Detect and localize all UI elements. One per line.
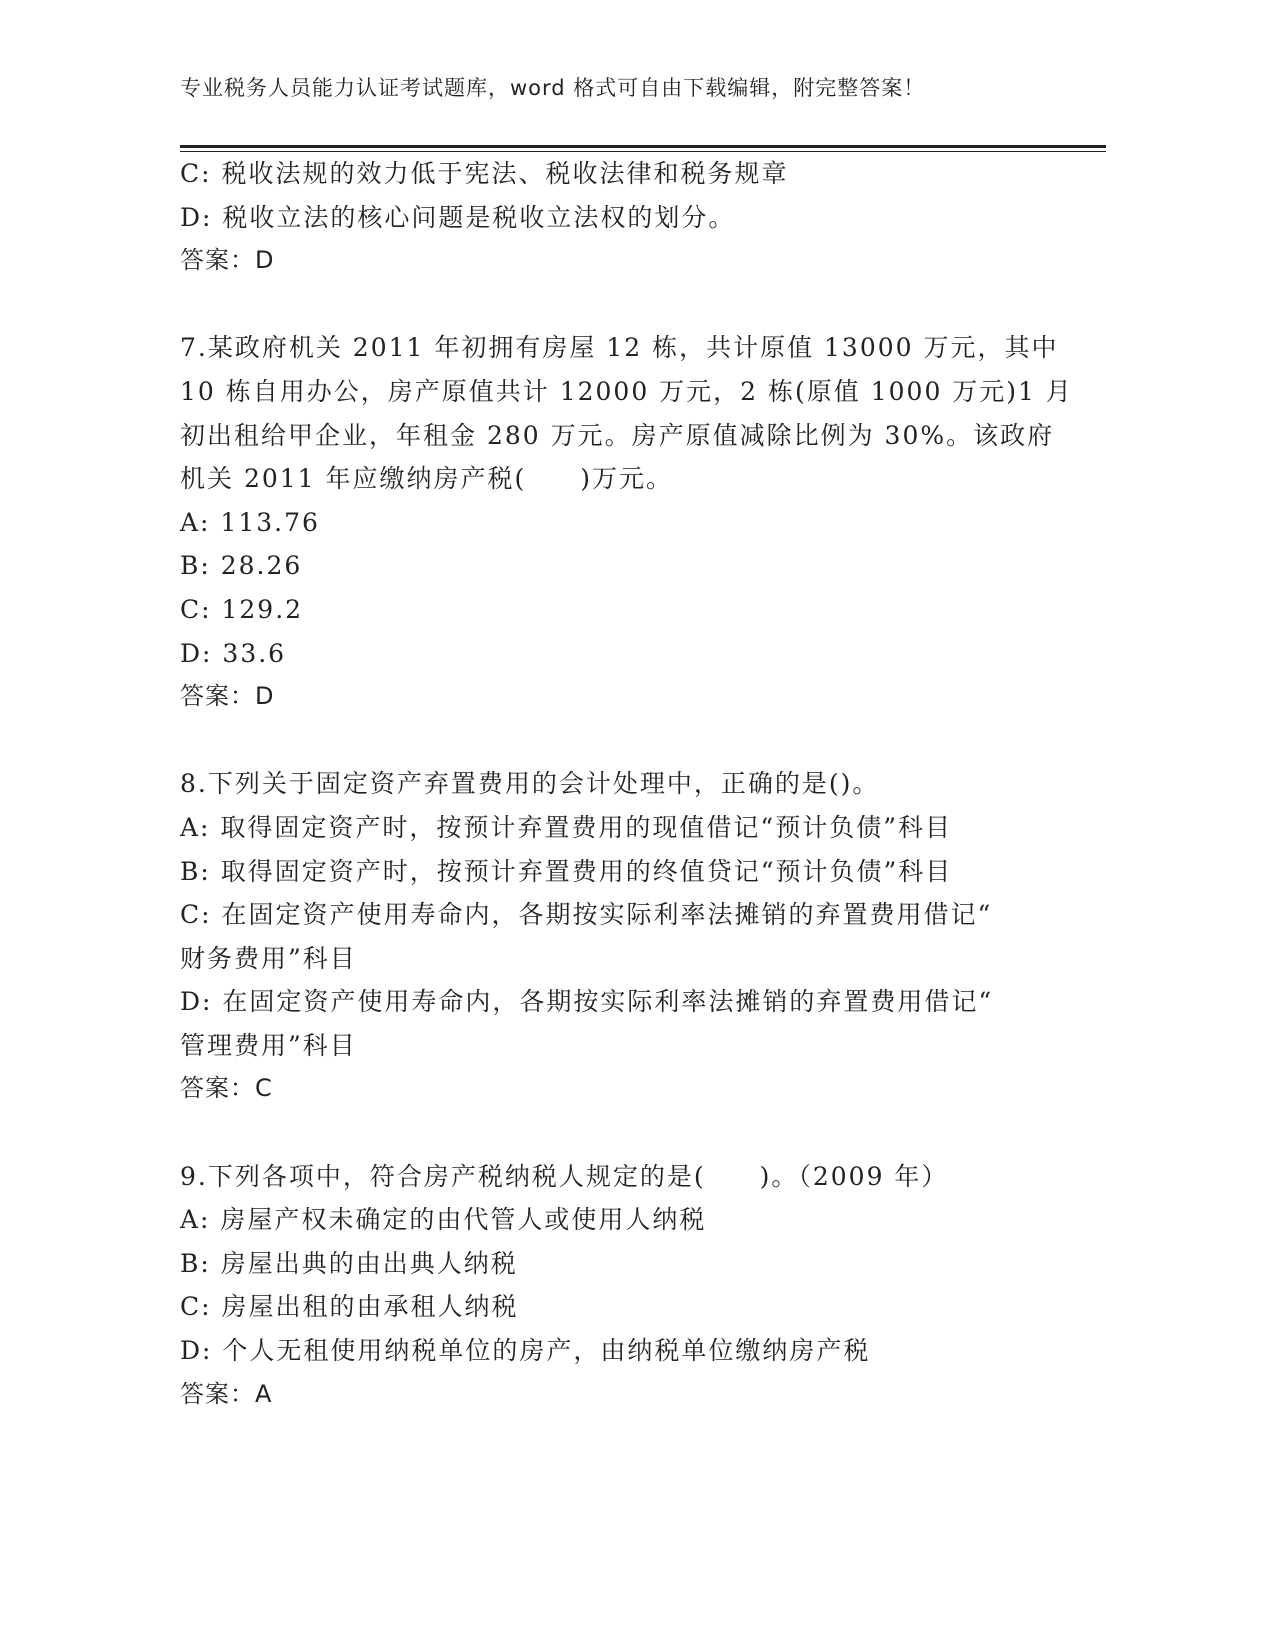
document-body	[180, 152, 1080, 1416]
q9-question: 9.下列各项中，符合房产税纳税人规定的是( )。（2009 年）	[180, 1161, 949, 1191]
q8-option-a: A: 取得固定资产时，按预计弃置费用的现值借记“预计负债”科目	[180, 812, 952, 842]
q8-option-d-line-2: 管理费用”科目	[180, 1030, 357, 1060]
q9-option-d: D: 个人无租使用纳税单位的房产，由纳税单位缴纳房产税	[180, 1336, 871, 1366]
q8-option-d-line-1: D: 在固定资产使用寿命内，各期按实际利率法摊销的弃置费用借记“	[180, 987, 994, 1017]
q9-option-b: B: 房屋出典的由出典人纳税	[180, 1248, 518, 1278]
q7-option-c: C: 129.2	[180, 594, 304, 624]
q7-option-b: B: 28.26	[180, 551, 303, 581]
prev-answer: 答案：D	[180, 246, 275, 275]
spacer	[180, 719, 1080, 763]
q9-answer: 答案：A	[180, 1379, 273, 1408]
q7-line-2: 10 栋自用办公，房产原值共计 12000 万元，2 栋(原值 1000 万元)1 月	[180, 376, 1073, 406]
header-rule-thick	[180, 145, 1106, 148]
q8-option-c-line-2: 财务费用”科目	[180, 943, 357, 973]
q7-option-d: D: 33.6	[180, 638, 287, 668]
prev-option-d: D: 税收立法的核心问题是税收立法权的划分。	[180, 202, 736, 232]
spacer	[180, 283, 1080, 327]
spacer	[180, 1111, 1080, 1155]
q7-option-a: A: 113.76	[180, 507, 320, 537]
q8-answer: 答案：C	[180, 1074, 273, 1103]
q7-line-4: 机关 2011 年应缴纳房产税( )万元。	[180, 464, 674, 494]
q7-answer: 答案：D	[180, 682, 275, 711]
page-header: 专业税务人员能力认证考试题库，word 格式可自由下载编辑，附完整答案！	[180, 76, 926, 100]
q7-line-3: 初出租给甲企业，年租金 280 万元。房产原值减除比例为 30%。该政府	[180, 420, 1055, 450]
q7-line-1: 7.某政府机关 2011 年初拥有房屋 12 栋，共计原值 13000 万元，其中	[180, 333, 1059, 363]
q9-option-c: C: 房屋出租的由承租人纳税	[180, 1292, 519, 1322]
q8-option-b: B: 取得固定资产时，按预计弃置费用的终值贷记“预计负债”科目	[180, 856, 953, 886]
q8-option-c-line-1: C: 在固定资产使用寿命内，各期按实际利率法摊销的弃置费用借记“	[180, 900, 993, 930]
q8-question: 8.下列关于固定资产弃置费用的会计处理中，正确的是()。	[180, 769, 880, 799]
prev-option-c: C: 税收法规的效力低于宪法、税收法律和税务规章	[180, 159, 789, 188]
q9-option-a: A: 房屋产权未确定的由代管人或使用人纳税	[180, 1205, 707, 1235]
